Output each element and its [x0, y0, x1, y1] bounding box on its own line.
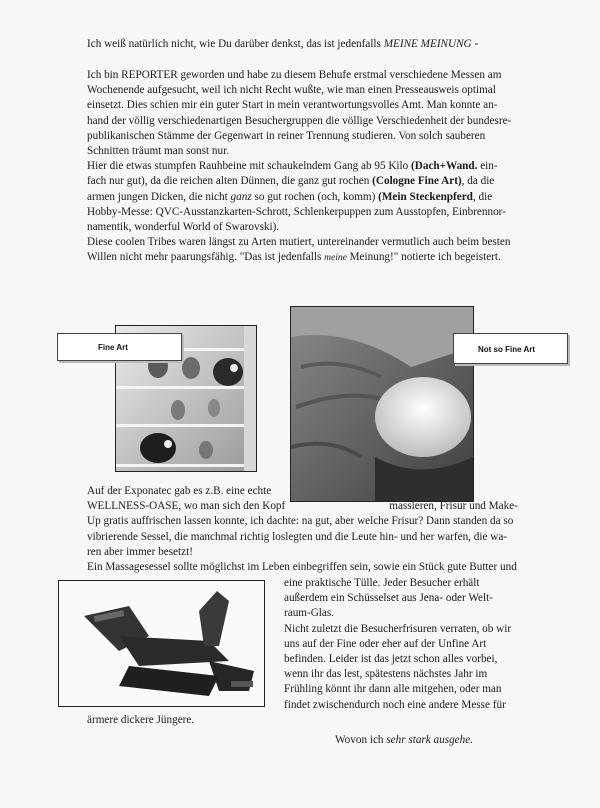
intro-line — [87, 37, 478, 52]
closing-line — [335, 733, 473, 748]
italic-ganz: ganz — [230, 190, 252, 203]
body-line: publikanischen Stämme der Gegenwart in reiner Trennung studieren. Von solch sauberen — [87, 129, 486, 142]
body-line: wenn ihr das lest, spätestens nächstes Jahr im — [284, 668, 488, 681]
italic-meine: meine — [324, 253, 347, 264]
closing-text: Wovon ich — [335, 734, 387, 746]
body-text: , da die — [461, 175, 495, 188]
body-line: ren aber immer besetzt! — [87, 545, 193, 558]
body-line: Frühling könnt ihr dann alle mitgehen, oder man — [284, 683, 502, 696]
fine-art-label — [57, 333, 182, 361]
body-line — [87, 250, 527, 266]
intro-emphasis: MEINE MEINUNG — [383, 38, 472, 50]
body-line: Wochenende aufgesucht, weil ich nicht Recht wußte, wie man einen Presseausweis optimal — [87, 84, 496, 97]
body-line — [87, 499, 527, 514]
body-text: , die — [472, 190, 493, 203]
body-text: Meinung!" notierte ich begeistert. — [346, 251, 501, 264]
main-paragraph — [87, 68, 527, 267]
body-line: vibrierende Sessel, die manchmal richtig loslegten und die Leute hin- und her warfen, die wa- — [87, 530, 508, 543]
not-so-fine-art-photo — [290, 306, 474, 502]
body-text: ein- — [477, 160, 498, 173]
bold-dach-wand: (Dach+Wand. — [411, 160, 478, 173]
body-text: armen jungen Dicken, die nicht — [87, 190, 231, 203]
right-column — [284, 576, 524, 713]
body-line: Nicht zuletzt die Besucherfrisuren verraten, ob wir — [284, 622, 512, 635]
caption-left: ärmere dickere Jüngere. — [87, 714, 195, 726]
body-line: Up gratis auffrischen lassen konnte, ich dachte: na gut, aber welche Frisur? Dann standen da so — [87, 515, 514, 528]
body-line: findet zwischendurch noch eine andere Messe für — [284, 698, 506, 711]
body-text: WELLNESS-OASE, wo man sich den Kopf — [87, 500, 286, 513]
intro-tail: - — [471, 38, 479, 50]
bold-steckenpferd: (Mein Steckenpferd — [378, 190, 473, 203]
closing-emphasis: sehr stark ausgehe. — [386, 734, 474, 746]
not-so-fine-art-label-text: Not so Fine Art — [478, 345, 536, 354]
intro-text: Ich weiß natürlich nicht, wie Du darüber denkst, das ist jedenfalls — [87, 38, 384, 50]
body-line: eine praktische Tülle. Jeder Besucher erhält — [284, 577, 480, 589]
wellness-paragraph — [87, 484, 527, 575]
body-text: Willen nicht mehr paarungsfähig. "Das ist jedenfalls — [87, 251, 325, 264]
body-line: Schnitten träumt man sonst nur. — [87, 145, 230, 158]
massage-chair-photo — [58, 580, 265, 707]
body-line: Auf der Exponatec gab es z.B. eine echte — [87, 485, 272, 497]
fine-art-label-text: Fine Art — [98, 343, 128, 352]
body-line: namentik, wonderful World of Swarovski). — [87, 221, 280, 234]
bold-cologne-fine-art: (Cologne Fine Art) — [372, 175, 462, 188]
body-line: Ein Massagesessel sollte möglichst im Leben einbegriffen sein, sowie ein Stück gute Butter und — [87, 561, 517, 574]
not-so-fine-art-label — [453, 333, 568, 364]
body-line: raum-Glas. — [284, 607, 335, 620]
body-text: fach nur gut), da die reichen alten Dünnen, die ganz gut rochen — [87, 175, 373, 188]
body-text: massieren, Frisur und Make- — [389, 500, 518, 513]
body-line — [87, 159, 527, 174]
body-line — [87, 174, 527, 189]
body-line: Diese coolen Tribes waren längst zu Arten mutiert, untereinander vermutlich auch beim besten — [87, 236, 511, 249]
body-line: außerdem ein Schüsselset aus Jena- oder Welt- — [284, 592, 493, 605]
body-line — [87, 190, 527, 205]
body-line: Hobby-Messe: QVC-Ausstanzkarten-Schrott, Schlenkerpuppen zum Ausstopfen, Einbrennor- — [87, 205, 506, 218]
body-line: uns auf der Fine oder eher auf der Unfine Art — [284, 637, 487, 650]
body-line: Ich bin REPORTER geworden und habe zu diesem Behufe erstmal verschiedene Messen am — [87, 69, 502, 81]
body-line: einsetzt. Dies schien mir ein guter Start in mein verantwortungsvolles Amt. Man konnte an- — [87, 99, 498, 112]
body-line: befinden. Leider ist das jetzt schon alles vorbei, — [284, 653, 498, 666]
body-text: Hier die etwas stumpfen Rauhbeine mit schaukelndem Gang ab 95 Kilo — [87, 160, 412, 173]
body-text: so gut rochen (och, komm) — [251, 190, 379, 203]
body-line: hand der völlig verschiedenartigen Besuchergruppen die völlige Verschiedenheit der bundesre- — [87, 114, 512, 127]
